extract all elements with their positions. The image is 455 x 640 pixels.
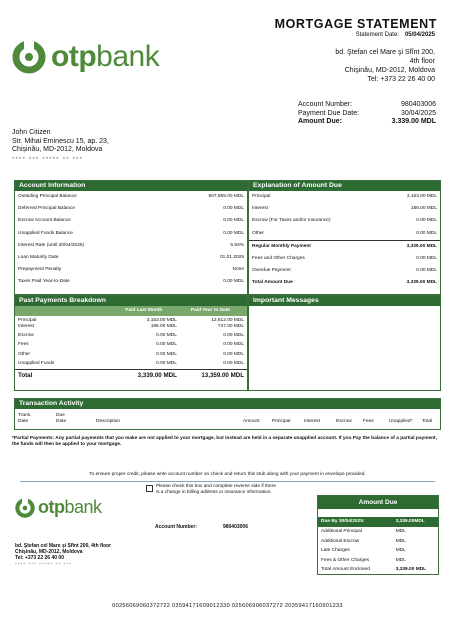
customer-address: John Citizen Str. Mihai Eminescu 15, ap. 23, Chișinău, MD-2012, Moldova ▪▪▪▪ ▪▪▪ ▪▪▪▪▪ ▪▪ ▪▪▪ [12, 129, 109, 162]
amount-due-label: Additional Escrow [321, 538, 360, 544]
explanation-value: 0.00 MDL [416, 218, 437, 224]
stub-otp-logo-icon [15, 498, 35, 518]
amount-due-value: MDL [395, 557, 406, 563]
explanation-row [249, 265, 440, 277]
past-payment-label: Fees [18, 342, 29, 348]
account-info-row [15, 264, 247, 276]
amount-due-value: MDL [395, 548, 406, 553]
redacted-line: ▪▪▪▪ ▪▪▪ ▪▪▪▪▪ ▪▪ ▪▪▪ [12, 154, 83, 162]
explanation-label: Overdue Payment [252, 268, 291, 274]
transaction-activity-panel [14, 398, 441, 430]
past-payment-label: Unapplied Funds [18, 361, 55, 367]
past-payment-label: Other [18, 351, 30, 357]
partial-payments-note: *Partial Payments: Any partial payments that you make are not applied to your mortgage, but instead are held in a separate unapplied account. If you Pay the balance of a partial payment, the funds will then be applied to your mortgage. [12, 436, 437, 447]
explanation-row [249, 240, 440, 253]
amount-due-label: Total Amount Enclosed [321, 567, 370, 572]
account-info-value: 01.01.2025 [219, 254, 244, 260]
explanation-row [249, 203, 440, 215]
account-information-panel [14, 180, 248, 295]
account-info-label: Outsiding Principal Balance [18, 194, 77, 199]
past-payment-ytd: 0.00 MDL [223, 332, 244, 338]
explanation-value: 0.00 MDL [416, 230, 437, 236]
past-payment-last: 0.00 MDL [156, 342, 177, 348]
explanation-row [249, 215, 440, 227]
past-payment-last: 0.00 MDL [156, 332, 177, 338]
past-payment-ytd: 12,612.00 MDL [211, 317, 244, 323]
explanation-label: Escrow (For Taxes and/or Insurance) [252, 218, 331, 224]
account-info-label: Taxes Paid Year-to-Date [18, 279, 70, 285]
otp-logo: otpbank [12, 40, 159, 74]
transaction-table-header: Trans. Date Due Date Description Amount Principal Interest Escrow Fees Unapplied* Total [18, 413, 433, 424]
explanation-label: Principal [252, 194, 271, 199]
explanation-label: Total Amount Due [252, 280, 293, 286]
explanation-value: 3,339.00 MDL [406, 243, 437, 249]
past-payment-last: 3,153.00 MDL [146, 317, 177, 323]
account-info-row [15, 240, 247, 252]
explanation-value: 186.00 MDL [410, 206, 437, 212]
important-messages-header: Important Messages [249, 296, 440, 306]
account-info-label: Escrow Account Balance [18, 218, 71, 224]
explanation-row [249, 191, 440, 203]
past-payment-last: 0.00 MDL [156, 361, 177, 367]
explanation-label: Interest [252, 206, 268, 212]
amount-due-label: Additional Principal [321, 529, 362, 534]
explanation-row [249, 228, 440, 240]
address-change-checkbox[interactable] [146, 485, 153, 492]
explanation-value: 0.00 MDL [416, 268, 437, 274]
otp-logo-icon [12, 40, 46, 74]
bank-address: bd. Ştefan cel Mare şi Sfînt 200, 4th floor Chişinău, MD-2012, Moldova Tel: +373 22 26 40 00 [335, 49, 435, 83]
account-info-label: Loan Maturity Date [18, 254, 59, 260]
account-information-header: Account Information [15, 181, 247, 191]
past-payment-last: 186.00 MDL [150, 324, 177, 330]
past-payment-label: Principal [18, 317, 37, 323]
past-payment-row [15, 340, 247, 350]
account-info-label: Prepayment Penalty [18, 267, 62, 273]
stub-otp-logo: otpbank [15, 497, 102, 518]
explanation-panel [248, 180, 441, 295]
past-payment-label: Escrow [18, 332, 34, 338]
account-info-value: 0.00 MDL [223, 279, 244, 285]
amount-due-value: MDL [395, 538, 406, 544]
account-summary: Account Number: 980403006 Payment Due Date: 30/04/2025 Amount Due: 3.339.00 MDL [298, 101, 436, 125]
explanation-value: 3,339.00 MDL [406, 280, 437, 286]
stub-bank-address: bd. Ştefan cel Mare şi Sfînt 200, 4th floor Chişinău, MD-2012, Moldova Tel: +373 22 26 40 00 ▪▪▪▪ ▪▪▪ ▪▪▪▪▪ ▪▪ ▪▪▪ [15, 543, 112, 567]
amount-due-row [318, 537, 438, 547]
past-payment-label: Interest [18, 324, 34, 330]
past-payment-ytd: 747.00 MDL [217, 324, 244, 330]
account-info-label: Deferred Principal Balance [18, 206, 76, 212]
micr-line: 00256069060372722 03594171609012330 025606906037272 20359417160901233 [112, 603, 343, 609]
amount-due-row [318, 546, 438, 556]
explanation-header: Explanation of Amount Due [249, 181, 440, 191]
account-info-label: Unapplied Funds Balance [18, 230, 73, 236]
account-info-row [15, 276, 247, 288]
stub-credit-text: To ensure proper credit, please write account number on check and return this stub along with your payment in envelope provided. [89, 472, 366, 477]
transaction-activity-header: Transaction Activity [15, 399, 440, 409]
amount-due-box [317, 495, 439, 575]
account-info-value: 0.00 MDL [223, 230, 244, 236]
statement-date: Statement Date: 05/04/2025 [355, 32, 435, 38]
redacted-line: ▪▪▪▪ ▪▪▪ ▪▪▪▪▪ ▪▪ ▪▪▪ [15, 561, 72, 567]
account-info-row [15, 228, 247, 240]
account-info-row [15, 203, 247, 215]
amount-due-row [318, 556, 438, 566]
amount-due-row [318, 527, 438, 537]
past-payment-ytd: 0.00 MDL [223, 342, 244, 348]
explanation-label: Regular Monthly Payment [252, 243, 311, 249]
past-payment-ytd: 13,359.00 MDL [201, 371, 244, 379]
past-payment-row [15, 369, 247, 381]
account-info-value: 5.93% [230, 242, 244, 248]
stub-account-number: Account Number: 980403006 [155, 524, 248, 530]
past-payment-ytd: 0.00 MDL [223, 351, 244, 357]
due-by-row: Due By 30/04/2025: 3,339.00MDL [318, 517, 438, 527]
amount-due-row [318, 565, 438, 575]
explanation-value: 3,153.00 MDL [406, 194, 437, 199]
explanation-label: Other [252, 230, 264, 236]
account-info-value: 507,855.00 MDL [208, 194, 244, 199]
past-payment-label: Total [18, 371, 33, 379]
checkbox-instructions: Please check this box and complete reverse side if there is a change in billing address or insurance information. [156, 484, 276, 495]
explanation-row [249, 253, 440, 265]
past-payment-ytd: 0.00 MDL [223, 361, 244, 367]
explanation-value: 0.00 MDL [416, 255, 437, 261]
statement-title: MORTGAGE STATEMENT [274, 17, 437, 31]
account-info-label: Interest Rate (until 30/04/2025) [18, 242, 85, 248]
past-payments-header: Past Payments Breakdown [15, 296, 247, 306]
amount-due-header: Amount Due [318, 496, 438, 509]
account-info-value: 0.00 MDL [223, 218, 244, 224]
amount-due-label: Late Charges [321, 548, 350, 553]
account-info-row [15, 215, 247, 227]
account-info-row [15, 252, 247, 264]
past-payment-row [15, 350, 247, 360]
past-payment-last: 0.00 MDL [156, 351, 177, 357]
past-payments-subheader: Paid Last Month Paid Year to Date [15, 306, 247, 316]
account-info-value: None [232, 267, 244, 273]
important-messages-panel [248, 295, 441, 391]
past-payment-last: 3,339.00 MDL [137, 371, 177, 379]
explanation-row [249, 277, 440, 289]
account-info-value: 0.00 MDL [223, 206, 244, 212]
amount-due-value: 3,339.00 MDL [395, 567, 427, 572]
explanation-label: Fees and Other Charges [252, 255, 305, 261]
past-payment-row [15, 331, 247, 341]
amount-due-value: MDL [395, 529, 406, 534]
account-info-row [15, 191, 247, 203]
past-payments-panel [14, 295, 248, 391]
stub-divider [20, 481, 435, 482]
past-payment-row [15, 359, 247, 369]
amount-due-label: Fees & Other Charges [321, 557, 369, 563]
